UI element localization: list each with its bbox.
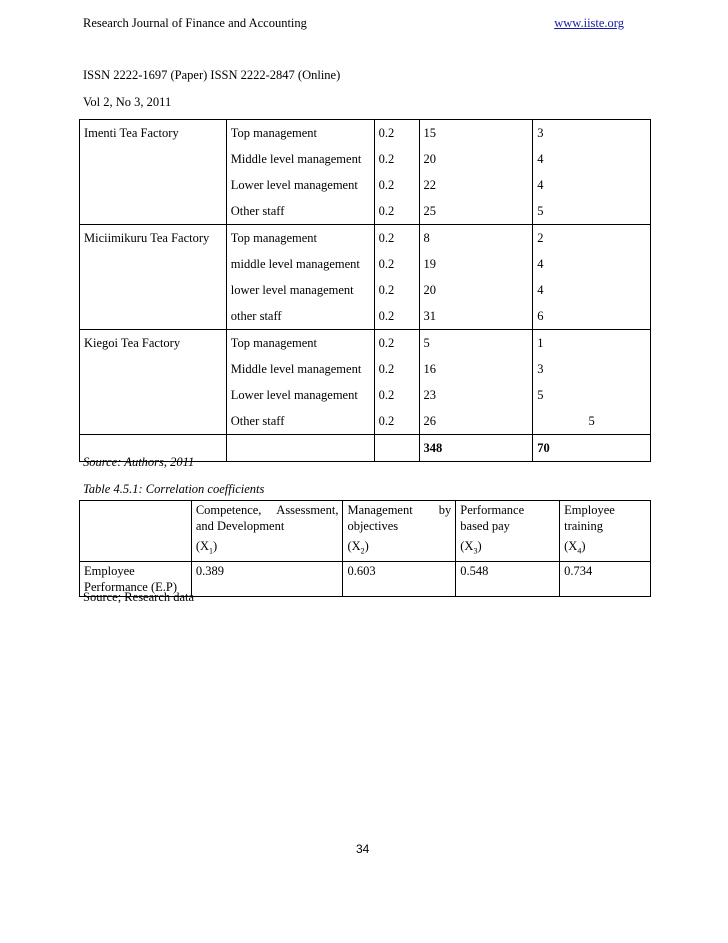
header-x1: Competence, Assessment, and Development $(X_1)$	[191, 501, 343, 562]
value-x3: 0.548	[456, 561, 560, 596]
factory-name: Kiegoi Tea Factory	[80, 330, 227, 435]
header-x3: Performance based pay $(X_3)$	[456, 501, 560, 562]
sample-ratio: 0.2	[374, 330, 419, 357]
sample-size: 3	[533, 120, 651, 147]
sample-size: 4	[533, 172, 651, 198]
population-count: 16	[419, 356, 533, 382]
staff-level: other staff	[226, 303, 374, 330]
population-count: 15	[419, 120, 533, 147]
population-count: 5	[419, 330, 533, 357]
staff-level: Top management	[226, 330, 374, 357]
sample-ratio: 0.2	[374, 198, 419, 225]
row-label: Employee Performance (E.P)	[80, 561, 192, 596]
journal-title: Research Journal of Finance and Accounting	[83, 16, 307, 30]
sample-ratio: 0.2	[374, 172, 419, 198]
correlation-table	[79, 500, 651, 597]
sample-size: 4	[533, 251, 651, 277]
staff-level: Top management	[226, 120, 374, 147]
sample-size: 4	[533, 146, 651, 172]
staff-level: Middle level management	[226, 146, 374, 172]
population-count: 25	[419, 198, 533, 225]
sample-size: 5	[533, 382, 651, 408]
sample-size: 1	[533, 330, 651, 357]
page-number: 34	[356, 842, 370, 856]
empty-header-cell	[80, 501, 192, 562]
sample-size: 6	[533, 303, 651, 330]
staff-level: Other staff	[226, 408, 374, 435]
population-count: 23	[419, 382, 533, 408]
staff-level: Other staff	[226, 198, 374, 225]
sample-ratio: 0.2	[374, 303, 419, 330]
sample-size: 2	[533, 225, 651, 252]
sample-ratio: 0.2	[374, 356, 419, 382]
journal-url-link[interactable]: www.iiste.org	[554, 16, 624, 30]
population-count: 19	[419, 251, 533, 277]
sample-table	[79, 119, 651, 462]
correlation-header-row	[80, 501, 651, 562]
population-count: 26	[419, 408, 533, 435]
sample-size: 5	[533, 408, 651, 435]
table-row	[80, 120, 651, 147]
sample-size: 5	[533, 198, 651, 225]
sample-ratio: 0.2	[374, 225, 419, 252]
factory-name: Miciimikuru Tea Factory	[80, 225, 227, 330]
table-row	[80, 225, 651, 252]
value-x1: 0.389	[191, 561, 343, 596]
total-population: 348	[419, 435, 533, 462]
issn-line: ISSN 2222-1697 (Paper) ISSN 2222-2847 (Online)	[83, 68, 341, 82]
empty-cell	[374, 435, 419, 462]
sample-ratio: 0.2	[374, 382, 419, 408]
table2-source: Source; Research data	[83, 590, 195, 604]
staff-level: Top management	[226, 225, 374, 252]
population-count: 8	[419, 225, 533, 252]
staff-level: Middle level management	[226, 356, 374, 382]
staff-level: Lower level management	[226, 382, 374, 408]
population-count: 20	[419, 277, 533, 303]
table1-source: Source: Authors, 2011	[83, 455, 195, 469]
factory-name: Imenti Tea Factory	[80, 120, 227, 225]
value-x4: 0.734	[560, 561, 651, 596]
staff-level: middle level management	[226, 251, 374, 277]
population-count: 20	[419, 146, 533, 172]
volume-line: Vol 2, No 3, 2011	[83, 95, 172, 109]
total-sample: 70	[533, 435, 651, 462]
table2-caption: Table 4.5.1: Correlation coefficients	[83, 482, 265, 496]
sample-ratio: 0.2	[374, 277, 419, 303]
population-count: 22	[419, 172, 533, 198]
empty-cell	[226, 435, 374, 462]
staff-level: Lower level management	[226, 172, 374, 198]
staff-level: lower level management	[226, 277, 374, 303]
sample-ratio: 0.2	[374, 408, 419, 435]
header-x4: Employee training $(X_4)$	[560, 501, 651, 562]
sample-ratio: 0.2	[374, 120, 419, 147]
value-x2: 0.603	[343, 561, 456, 596]
sample-ratio: 0.2	[374, 251, 419, 277]
table-row	[80, 330, 651, 357]
population-count: 31	[419, 303, 533, 330]
sample-size: 3	[533, 356, 651, 382]
header-x2: Management by objectives $(X_2)$	[343, 501, 456, 562]
sample-ratio: 0.2	[374, 146, 419, 172]
sample-size: 4	[533, 277, 651, 303]
